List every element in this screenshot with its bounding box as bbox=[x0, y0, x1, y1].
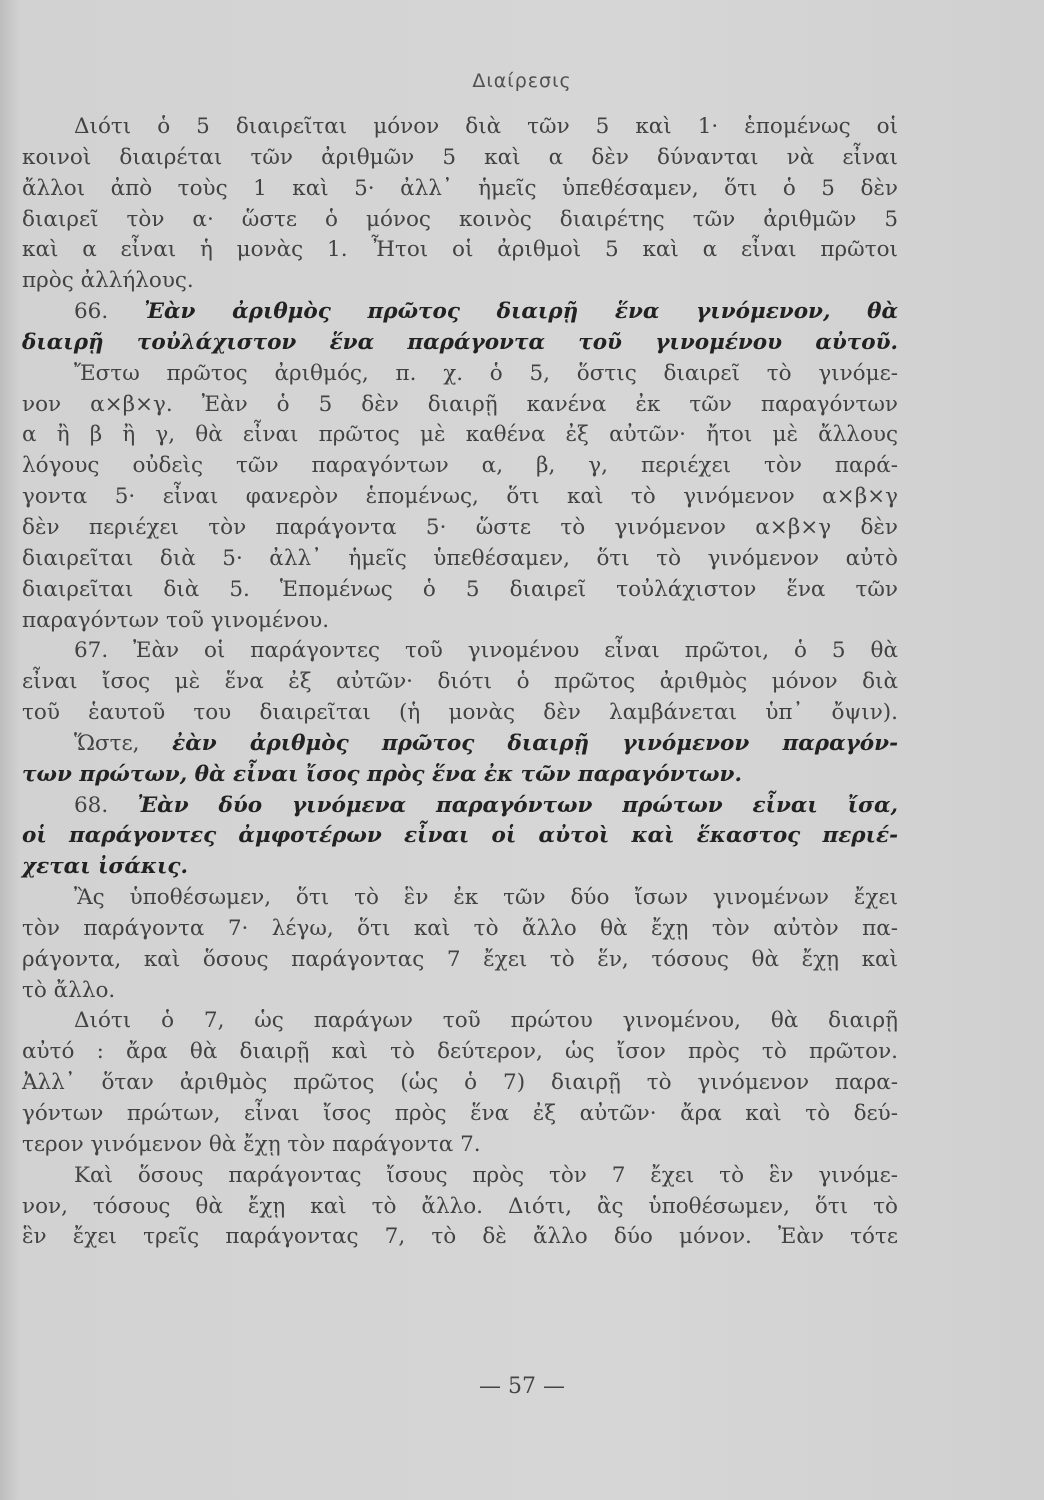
text-line: ἄλλοι ἀπὸ τοὺς 1 καὶ 5· ἀλλ᾽ ἡμεῖς ὑπεθέσαμεν, ὅτι ὁ 5 δὲν bbox=[22, 175, 898, 201]
text-line: γόντων πρώτων, εἶναι ἴσος πρὸς ἕνα ἐξ αὐτῶν· ἄρα καὶ τὸ δεύ- bbox=[22, 1101, 898, 1126]
text-line: Ἂς ὑποθέσωμεν, ὅτι τὸ ἓν ἐκ τῶν δύο ἴσων γινομένων ἔχει bbox=[74, 885, 898, 911]
text-line: τερον γινόμενον θὰ ἔχῃ τὸν παράγοντα 7. bbox=[22, 1131, 481, 1157]
text-line: διαιρεῖται διὰ 5· ἀλλ᾽ ἡμεῖς ὑπεθέσαμεν, ὅτι τὸ γινόμενον αὐτὸ bbox=[22, 545, 898, 571]
text-line: δὲν περιέχει τὸν παράγοντα 5· ὥστε τὸ γινόμενον α×β×γ δὲν bbox=[22, 514, 898, 540]
text-line: διαιρεῖ τὸν α· ὥστε ὁ μόνος κοινὸς διαιρέτης τῶν ἀριθμῶν 5 bbox=[22, 206, 898, 232]
text-line: α ἢ β ἢ γ, θὰ εἶναι πρῶτος μὲ καθένα ἐξ αὐτῶν· ἤτοι μὲ ἄλλους bbox=[22, 422, 898, 448]
text-line: λόγους οὐδεὶς τῶν παραγόντων α, β, γ, περιέχει τὸν παρά- bbox=[22, 453, 898, 479]
theorem-67-line-2: των πρώτων, θὰ εἶναι ἴσος πρὸς ἕνα ἐκ τῶν παραγόντων. bbox=[22, 761, 742, 787]
text-line: νον, τόσους θὰ ἔχῃ καὶ τὸ ἄλλο. Διότι, ἂς ὑποθέσωμεν, ὅτι τὸ bbox=[22, 1193, 898, 1219]
text-line: ἓν ἔχει τρεῖς παράγοντας 7, τὸ δὲ ἄλλο δύο μόνον. Ἐὰν τότε bbox=[22, 1224, 898, 1250]
theorem-66-line-2: διαιρῇ τοὐλάχιστον ἕνα παράγοντα τοῦ γινομένου αὐτοῦ. bbox=[22, 329, 898, 355]
running-header: Διαίρεσις bbox=[472, 70, 572, 92]
paragraph-number: 68. bbox=[74, 792, 109, 818]
text-line: τὸν παράγοντα 7· λέγω, ὅτι καὶ τὸ ἄλλο θὰ ἔχῃ τὸν αὐτὸν πα- bbox=[22, 915, 898, 941]
text-line: Ἔστω πρῶτος ἀριθμός, π. χ. ὁ 5, ὅστις διαιρεῖ τὸ γινόμε- bbox=[74, 360, 898, 386]
paragraph-number: 66. bbox=[74, 299, 109, 325]
text-line: πρὸς ἀλλήλους. bbox=[22, 268, 194, 294]
text-line: παραγόντων τοῦ γινομένου. bbox=[22, 607, 330, 633]
theorem-68-line-3: χεται ἰσάκις. bbox=[22, 854, 189, 880]
theorem-68-statement: Ἐὰν δύο γινόμενα παραγόντων πρώτων εἶναι ἴσα, bbox=[137, 792, 898, 818]
theorem-67-line-1 bbox=[22, 729, 898, 760]
theorem-66-statement: Ἐὰν ἀριθμὸς πρῶτος διαιρῇ ἕνα γινόμενον, θὰ bbox=[144, 299, 898, 325]
text-line: καὶ α εἶναι ἡ μονὰς 1. Ἦτοι οἱ ἀριθμοὶ 5 καὶ α εἶναι πρῶτοι bbox=[22, 237, 898, 263]
text-line: τὸ ἄλλο. bbox=[22, 977, 116, 1003]
text-line: Διότι ὁ 7, ὡς παράγων τοῦ πρώτου γινομένου, θὰ διαιρῇ bbox=[74, 1008, 898, 1034]
text-line: Καὶ ὅσους παράγοντας ἴσους πρὸς τὸν 7 ἔχει τὸ ἓν γινόμε- bbox=[74, 1162, 898, 1188]
text-line: τοῦ ἑαυτοῦ του διαιρεῖται (ἡ μονὰς δὲν λαμβάνεται ὑπ᾽ ὄψιν). bbox=[22, 700, 898, 726]
text-line: αὐτό : ἄρα θὰ διαιρῇ καὶ τὸ δεύτερον, ὡς ἴσον πρὸς τὸ πρῶτον. bbox=[22, 1039, 898, 1065]
text-line: Ἀλλ᾽ ὅταν ἀριθμὸς πρῶτος (ὡς ὁ 7) διαιρῇ τὸ γινόμενον παρα- bbox=[22, 1070, 898, 1096]
text-line: νον α×β×γ. Ἐὰν ὁ 5 δὲν διαιρῇ κανένα ἐκ τῶν παραγόντων bbox=[22, 391, 898, 417]
text-line: διαιρεῖται διὰ 5. Ἑπομένως ὁ 5 διαιρεῖ τοὐλάχιστον ἕνα τῶν bbox=[22, 576, 898, 602]
text-line: γοντα 5· εἶναι φανερὸν ἑπομένως, ὅτι καὶ τὸ γινόμενον α×β×γ bbox=[22, 484, 898, 510]
page-body bbox=[22, 112, 898, 1253]
theorem-68-line-2: οἱ παράγοντες ἀμφοτέρων εἶναι οἱ αὐτοὶ καὶ ἕκαστος περιέ- bbox=[22, 823, 898, 849]
text-line: Διότι ὁ 5 διαιρεῖται μόνον διὰ τῶν 5 καὶ 1· ἑπομένως οἱ bbox=[74, 114, 898, 139]
theorem-66-line-1 bbox=[22, 297, 898, 328]
text-line: εἶναι ἴσος μὲ ἕνα ἐξ αὐτῶν· διότι ὁ πρῶτος ἀριθμὸς μόνον διὰ bbox=[22, 669, 898, 695]
theorem-68-line-1 bbox=[22, 791, 898, 822]
page-number: — 57 — bbox=[479, 1374, 565, 1399]
text-line: 67. Ἐὰν οἱ παράγοντες τοῦ γινομένου εἶναι πρῶτοι, ὁ 5 θὰ bbox=[74, 638, 898, 664]
theorem-67-statement: ἐὰν ἀριθμὸς πρῶτος διαιρῇ γινόμενον παραγόν- bbox=[172, 730, 898, 756]
conclusion-word: Ὥστε, bbox=[74, 730, 140, 756]
text-line: ράγοντα, καὶ ὅσους παράγοντας 7 ἔχει τὸ ἕν, τόσους θὰ ἔχῃ καὶ bbox=[22, 946, 898, 972]
text-line: κοινοὶ διαιρέται τῶν ἀριθμῶν 5 καὶ α δὲν δύνανται νὰ εἶναι bbox=[22, 144, 898, 170]
